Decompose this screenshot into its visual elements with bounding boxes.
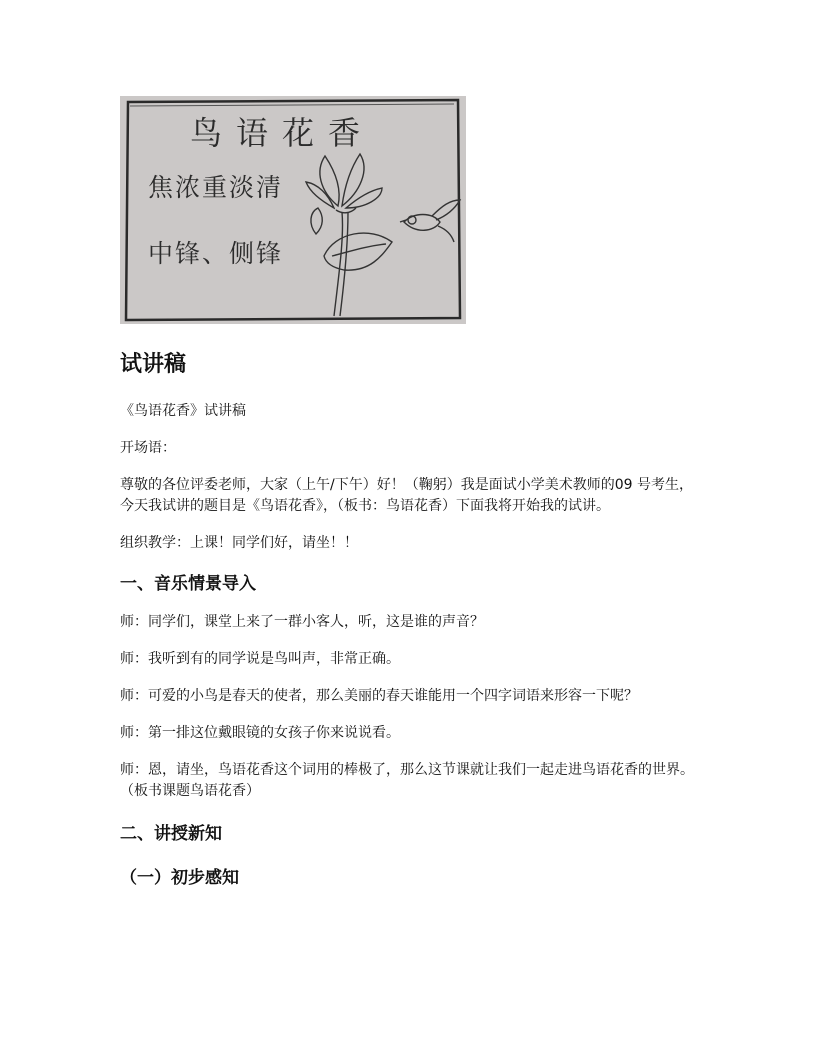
board-line1-handwriting: 焦浓重淡清 <box>148 173 284 202</box>
dialogue-line: 师：可爱的小鸟是春天的使者，那么美丽的春天谁能用一个四字词语来形容一下呢？ <box>120 688 638 704</box>
paragraph-class-organization: 组织教学：上课！同学们好，请坐！！ <box>120 535 358 551</box>
dialogue-line: 师：恩，请坐，鸟语花香这个词用的棒极了，那么这节课就让我们一起走进鸟语花香的世界。（板书课题鸟语花香） <box>120 762 694 799</box>
dialogue-line: 师：同学们，课堂上来了一群小客人，听，这是谁的声音？ <box>120 614 484 630</box>
board-title-handwriting: 鸟语花香 <box>190 114 375 152</box>
section-heading-new-knowledge: 二、讲授新知 <box>120 824 222 844</box>
document-page <box>120 96 700 890</box>
paragraph-greeting: 尊敬的各位评委老师，大家（上午/下午）好！（鞠躬）我是面试小学美术教师的09 号考生，今天我试讲的题目是《鸟语花香》，（板书：鸟语花香）下面我将开始我的试讲。 <box>120 477 693 514</box>
subsection-heading-initial-perception: （一）初步感知 <box>120 868 239 888</box>
sketch-drawing <box>120 96 466 324</box>
paragraph-opening-label: 开场语： <box>120 440 176 456</box>
document-title: 试讲稿 <box>120 352 187 377</box>
paragraph-lesson-title: 《鸟语花香》试讲稿 <box>120 403 246 419</box>
board-line2-handwriting: 中锋、侧锋 <box>148 239 284 268</box>
section-heading-music-intro: 一、音乐情景导入 <box>120 574 256 594</box>
dialogue-line: 师：我听到有的同学说是鸟叫声，非常正确。 <box>120 651 400 667</box>
dialogue-line: 师：第一排这位戴眼镜的女孩子你来说说看。 <box>120 725 400 741</box>
blackboard-sketch-image <box>120 96 466 324</box>
